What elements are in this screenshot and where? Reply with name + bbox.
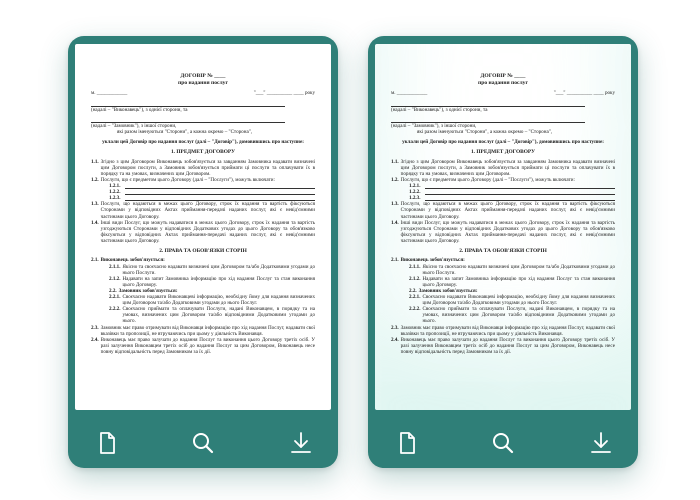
document-icon[interactable] — [394, 430, 420, 456]
clause-1-2-1: 1.2.1. — [91, 183, 315, 189]
party2-text: (надалі – "Замовник"), з іншої сторони, — [91, 122, 177, 129]
clause-2-4: 2.4. Виконавець має право залучати до надання Послуг та виконання цього Договору третіх осіб. У разі залучення Виконавцем третіх осіб до надання Послуг за цим Договором, Виконавець несе повну відповідальність перед Замовником за їх дії. — [391, 336, 615, 355]
party2-blank — [91, 116, 285, 123]
doc-title: ДОГОВІР № ____ — [180, 73, 226, 79]
clause-2-1-1: 2.1.1. Якісно та своєчасно надавати визначені цим Договором та/або Додатковими угодами до нього Послуги. — [109, 263, 315, 276]
clause-1-2-3: 1.2.3. — [91, 195, 315, 201]
clause-1-1: 1.1. Згідно з цим Договором Виконавець зобов'язується за завданням Замовника надавати визначені цим Договором послуги, а Замовник зобов'язується приймати ці послуги та оплачувати їх в порядку та на умовах, визначених цим Договором. — [391, 158, 615, 177]
search-icon[interactable] — [190, 430, 216, 456]
download-icon[interactable] — [588, 430, 614, 456]
clause-1-2: 1.2. Послуги, що є предметом цього Договору (далі – "Послуги"), можуть включати: — [391, 176, 575, 183]
clause-1-2-2: 1.2.2. — [391, 189, 615, 195]
clause-2-1-2: 2.1.2. Надавати на запит Замовника інформацію про хід надання Послуг та стан виконання цього Договору. — [409, 275, 615, 288]
parties-joint: які разом іменуються "Сторони", а кожна окремо – "Сторона", — [117, 128, 253, 135]
parties-joint: які разом іменуються "Сторони", а кожна окремо – "Сторона", — [417, 128, 553, 135]
document-page[interactable] — [75, 44, 331, 410]
section1-title: 1. ПРЕДМЕТ ДОГОВОРУ — [470, 149, 536, 156]
clause-2-2-1: 2.2.1. Своєчасно надавати Виконавцеві інформацію, необхідну йому для надання визначених цим Договором та/або Додатковими угодами до нього Послуг. — [409, 294, 615, 307]
clause-2-1-1: 2.1.1. Якісно та своєчасно надавати визначені цим Договором та/або Додатковими угодами до нього Послуги. — [409, 263, 615, 276]
clause-1-2-3: 1.2.3. — [391, 195, 615, 201]
doc-title: ДОГОВІР № ____ — [480, 73, 526, 79]
preamble: уклали цей Договір про надання послуг (далі – "Договір"), домовившись про наступне: — [402, 139, 604, 146]
clause-2-3: 2.3. Замовник має право отримувати від Виконавця інформацію про хід надання Послуг, надавати свої вказівки та пропозиції, не втручаючись при цьому у діяльність Виконавця. — [91, 324, 315, 337]
clause-2-1: 2.1. Виконавець зобов'язується: — [91, 257, 165, 264]
clause-2-3: 2.3. Замовник має право отримувати від Виконавця інформацію про хід надання Послуг, надавати свої вказівки та пропозиції, не втручаючись при цьому у діяльність Виконавця. — [391, 324, 615, 337]
clause-2-2: 2.2. Замовник зобов'язується: — [109, 287, 178, 294]
city-line: м. ____________ — [391, 90, 428, 97]
clause-2-1-2: 2.1.2. Надавати на запит Замовника інформацію про хід надання Послуг та стан виконання цього Договору. — [109, 275, 315, 288]
download-icon[interactable] — [288, 430, 314, 456]
party2-blank — [391, 116, 585, 123]
party1-text: (надалі – "Виконавець"), з однієї сторони, та — [391, 107, 488, 114]
date-line: "___" __________ ____ року — [253, 90, 315, 97]
search-icon[interactable] — [490, 430, 516, 456]
city-line: м. ____________ — [91, 90, 128, 97]
clause-1-3: 1.3. Послуги, що надаються в межах цього Договору, строк їх надання та вартість фіксуються Сторонами у відповідних Актах приймання-передачі наданих послуг, які є невід'ємними частинами цього Договору. — [91, 201, 315, 220]
preview-toolbar — [368, 424, 638, 460]
party1-text: (надалі – "Виконавець"), з однієї сторони, та — [91, 107, 188, 114]
clause-2-4: 2.4. Виконавець має право залучати до надання Послуг та виконання цього Договору третіх осіб. У разі залучення Виконавцем третіх осіб до надання Послуг за цим Договором, Виконавець несе повну відповідальність перед Замовником за їх дії. — [91, 336, 315, 355]
clause-1-4: 1.4. Інші види Послуг, що можуть надаватися в межах цього Договору, строк їх надання та вартість узгоджуються Сторонами у відповідних Додаткових угодах до цього Договору та обов'язково фіксуються у відповідних Актах приймання-передачі наданих послуг, які є невід'ємними частинами цього Договору. — [91, 219, 315, 244]
document-preview-card-left — [68, 36, 338, 468]
clause-1-1: 1.1. Згідно з цим Договором Виконавець зобов'язується за завданням Замовника надавати визначені цим Договором послуги, а Замовник зобов'язується приймати ці послуги та оплачувати їх в порядку та на умовах, визначених цим Договором. — [91, 158, 315, 177]
section2-title: 2. ПРАВА ТА ОБОВ'ЯЗКИ СТОРІН — [159, 247, 247, 254]
date-line: "___" __________ ____ року — [553, 90, 615, 97]
clause-1-2: 1.2. Послуги, що є предметом цього Договору (далі – "Послуги"), можуть включати: — [91, 176, 275, 183]
document-preview-card-right — [368, 36, 638, 468]
clause-1-3: 1.3. Послуги, що надаються в межах цього Договору, строк їх надання та вартість фіксуються Сторонами у відповідних Актах приймання-передачі наданих послуг, які є невід'ємними частинами цього Договору. — [391, 201, 615, 220]
section2-title: 2. ПРАВА ТА ОБОВ'ЯЗКИ СТОРІН — [459, 247, 547, 254]
section1-title: 1. ПРЕДМЕТ ДОГОВОРУ — [170, 149, 236, 156]
document-body — [391, 73, 615, 355]
clause-1-2-2: 1.2.2. — [91, 189, 315, 195]
clause-2-2-1: 2.2.1. Своєчасно надавати Виконавцеві інформацію, необхідну йому для надання визначених цим Договором та/або Додатковими угодами до нього Послуг. — [109, 294, 315, 307]
document-icon[interactable] — [94, 430, 120, 456]
doc-subtitle: про надання послуг — [477, 79, 529, 86]
clause-2-2-2: 2.2.2. Своєчасно приймати та оплачувати Послуги, надані Виконавцем, в порядку та на умовах, визначених цим Договором та/або відповідними Додатковими угодами до нього. — [409, 306, 615, 325]
preview-toolbar — [68, 424, 338, 460]
clause-2-2-2: 2.2.2. Своєчасно приймати та оплачувати Послуги, надані Виконавцем, в порядку та на умовах, визначених цим Договором та/або відповідними Додатковими угодами до нього. — [109, 306, 315, 325]
clause-1-2-1: 1.2.1. — [391, 183, 615, 189]
doc-subtitle: про надання послуг — [177, 79, 229, 86]
document-page[interactable] — [375, 44, 631, 410]
clause-1-4: 1.4. Інші види Послуг, що можуть надаватися в межах цього Договору, строк їх надання та вартість узгоджуються Сторонами у відповідних Додаткових угодах до цього Договору та обов'язково фіксуються у відповідних Актах приймання-передачі наданих послуг, які є невід'ємними частинами цього Договору. — [391, 219, 615, 244]
document-body — [91, 73, 315, 355]
party2-text: (надалі – "Замовник"), з іншої сторони, — [391, 122, 477, 129]
clause-2-2: 2.2. Замовник зобов'язується: — [409, 287, 478, 294]
preamble: уклали цей Договір про надання послуг (далі – "Договір"), домовившись про наступне: — [102, 139, 304, 146]
clause-2-1: 2.1. Виконавець зобов'язується: — [391, 257, 465, 264]
